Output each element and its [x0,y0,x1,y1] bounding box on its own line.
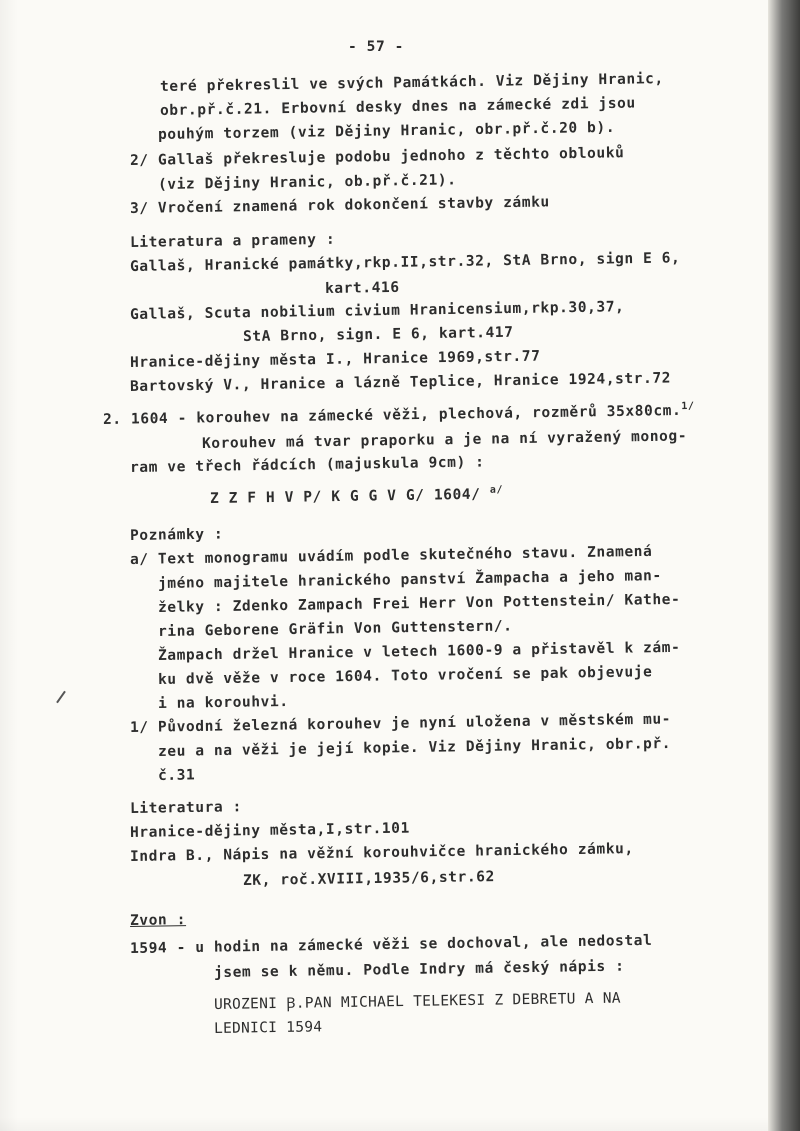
entry-2-heading: 2. 1604 - korouhev na zámecké věži, plechová, rozměrů 35x80cm.$^{1/}$ [102,400,695,428]
literature-heading-1: Literatura a prameny : [129,231,336,251]
bell-inscription-line-2: LEDNICI 1594 [213,1019,323,1037]
text-line-2: obr.př.č.21. Erbovní desky dnes na zámecké zdi jsou [159,95,636,119]
reference-gallas-2: Gallaš, Scuta nobilium civium Hranicensium,rkp.30,37, [129,299,625,323]
note-2: 2/ Gallaš překresluje podobu jednoho z těchto oblouků [129,145,625,169]
note-a-line-5: Žampach držel Hranice v letech 1600-9 a přistavěl k zám- [157,639,681,664]
reference-bartovsky: Bartovský V., Hranice a lázně Teplice, Hranice 1924,str.72 [129,370,672,395]
monogram-text: Z Z F H V P/ K G G V G/ 1604/ $^{a/}$ [209,484,504,507]
note-a-line-3: želky : Zdenko Zampach Frei Herr Von Pottenstein/ Kathe- [157,591,681,616]
note-a-line-6: ku dvě věže v roce 1604. Toto vročení se pak objevuje [157,664,653,688]
reference-hranice-1: Hranice-dějiny města I., Hranice 1969,str.77 [129,348,541,371]
note-3: 3/ Vročení znamená rok dokončení stavby zámku [129,194,550,217]
bell-entry-line-1: 1594 - u hodin na zámecké věži se dochoval, ale nedostal [129,932,653,957]
bell-inscription-line-1: UROZENI Ꞵ.PAN MICHAEL TELEKESI Z DEBRETU A NA [213,990,621,1013]
bell-heading: Zvon : [129,912,187,929]
pen-mark [56,691,66,704]
note-1-line-1: 1/ Původní železná korouhev je nyní uložena v městském mu- [129,711,672,736]
page-edge-shadow [768,0,800,1131]
bell-entry-line-2: jsem se k němu. Podle Indry má český nápis : [213,958,625,981]
page-number: - 57 - [348,39,404,55]
text-line-1: teré překreslil ve svých Památkách. Viz Dějiny Hranic, [159,71,664,95]
note-a-line-1: a/ Text monogramu uvádím podle skutečného stavu. Znamená [129,543,653,568]
note-a-line-2: jméno majitele hranického panství Žampacha a jeho man- [157,568,662,592]
reference-indra: Indra B., Nápis na věžní korouhvičce hranického zámku, [129,841,634,865]
reference-gallas-1-cont: kart.416 [324,279,400,297]
reference-gallas-1: Gallaš, Hranické památky,rkp.II,str.32, StA Brno, sign E 6, [129,250,681,275]
notes-heading: Poznámky : [129,526,224,544]
note-2-cont: (viz Dějiny Hranic, ob.př.č.21). [157,172,457,193]
entry-2-line-3: ram ve třech řádcích (majuskula 9cm) : [129,454,485,476]
note-a-line-7: i na korouhvi. [157,693,289,712]
note-a-line-4: rina Geborene Gräfin Von Guttenstern/. [157,618,513,640]
text-line-3: pouhým torzem (viz Dějiny Hranic, obr.př.č.20 b). [157,119,616,143]
reference-hranice-2: Hranice-dějiny města,I,str.101 [129,820,410,841]
note-1-line-3: č.31 [157,767,196,784]
reference-gallas-2-cont: StA Brno, sign. E 6, kart.417 [242,324,514,345]
note-1-line-2: zeu a na věži je její kopie. Viz Dějiny Hranic, obr.př. [157,735,672,760]
literature-heading-2: Literatura : [129,799,243,817]
reference-indra-cont: ZK, roč.XVIII,1935/6,str.62 [242,869,496,889]
entry-2-line-2: Korouhev má tvar praporku a je na ní vyražený monog- [201,428,688,452]
